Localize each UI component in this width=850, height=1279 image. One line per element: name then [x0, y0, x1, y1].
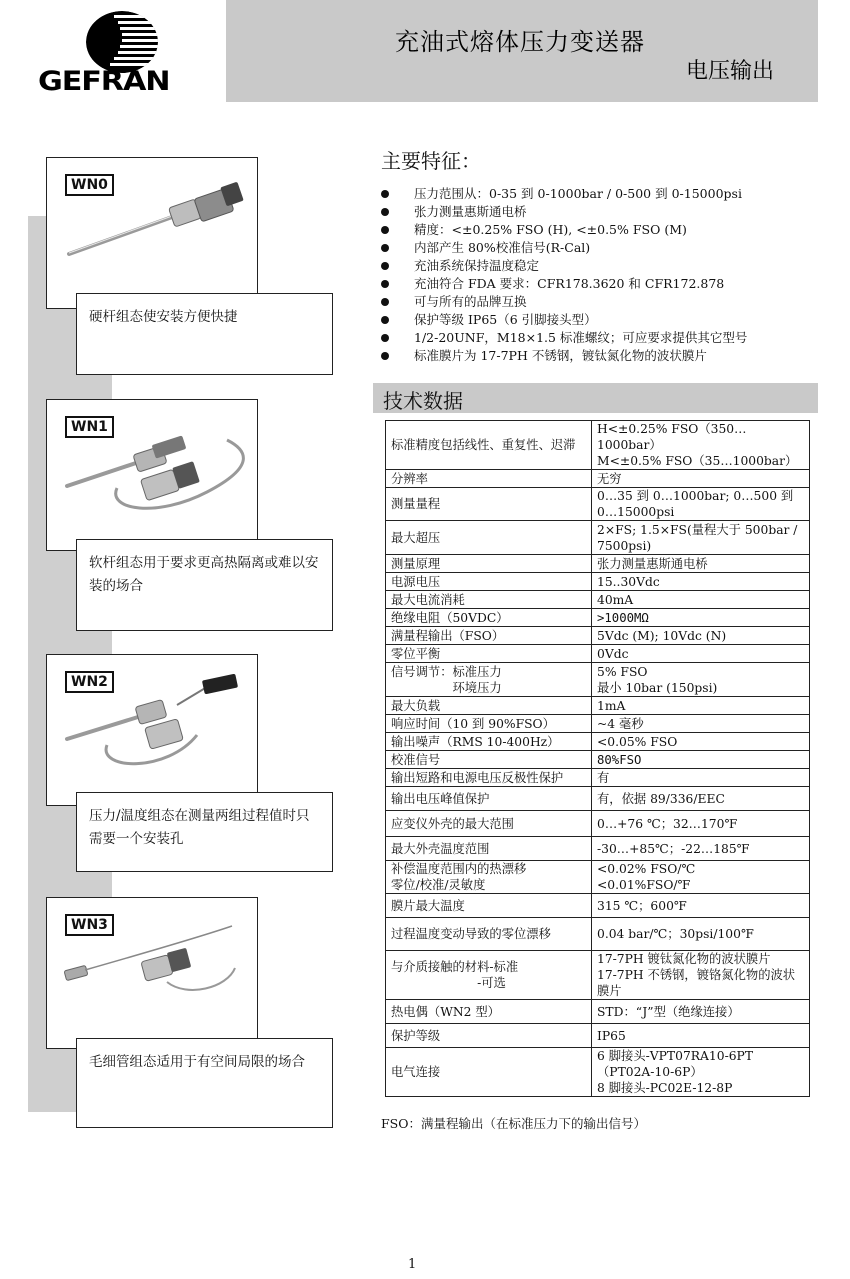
- feature-item: [380, 329, 820, 347]
- spec-label: 输出噪声（RMS 10-400Hz）: [386, 733, 592, 751]
- bullet-icon: [381, 244, 389, 252]
- brand-logo: GEFRAN: [38, 66, 170, 97]
- spec-row: [386, 1000, 810, 1024]
- spec-row: [386, 470, 810, 488]
- feature-text: 保护等级 IP65（6 引脚接头型）: [414, 312, 597, 327]
- spec-label: 绝缘电阻（50VDC）: [386, 609, 592, 627]
- bullet-icon: [381, 262, 389, 270]
- spec-value: 80%FSO: [592, 751, 810, 769]
- model-caption-wn3: 毛细管组态适用于有空间局限的场合: [76, 1038, 333, 1128]
- feature-text: 1/2-20UNF，M18×1.5 标准螺纹；可应要求提供其它型号: [414, 330, 748, 345]
- bullet-icon: [381, 190, 389, 198]
- feature-item: [380, 203, 820, 221]
- model-tag-wn3: WN3: [65, 914, 114, 936]
- spec-value: 15..30Vdc: [592, 573, 810, 591]
- spec-label: 标准精度包括线性、重复性、迟滞: [386, 421, 592, 470]
- spec-label: 测量量程: [386, 488, 592, 521]
- spec-row: [386, 697, 810, 715]
- bullet-icon: [381, 334, 389, 342]
- feature-text: 压力范围从：0-35 到 0-1000bar / 0-500 到 0-15000psi: [414, 186, 742, 201]
- spec-value: 2×FS; 1.5×FS(量程大于 500bar / 7500psi): [592, 521, 810, 555]
- spec-row: [386, 421, 810, 470]
- spec-row: [386, 1048, 810, 1097]
- feature-text: 充油系统保持温度稳定: [414, 258, 540, 273]
- spec-label: 膜片最大温度: [386, 894, 592, 918]
- spec-heading: 技术数据: [383, 389, 463, 413]
- spec-row: [386, 555, 810, 573]
- spec-table: [385, 420, 810, 1097]
- spec-value: 17-7PH 镀钛氮化物的波状膜片 17-7PH 不锈钢，镀铬氮化物的波状膜片: [592, 951, 810, 1000]
- feature-text: 充油符合 FDA 要求：CFR178.3620 和 CFR172.878: [414, 276, 725, 291]
- feature-text: 标准膜片为 17-7PH 不锈钢，镀钛氮化物的波状膜片: [414, 348, 707, 363]
- spec-value: 有，依据 89/336/EEC: [592, 787, 810, 811]
- spec-label: 响应时间（10 到 90%FSO）: [386, 715, 592, 733]
- spec-label: 保护等级: [386, 1024, 592, 1048]
- spec-row: [386, 591, 810, 609]
- spec-value: <0.05% FSO: [592, 733, 810, 751]
- spec-row: [386, 811, 810, 837]
- spec-row: [386, 663, 810, 697]
- model-photo-wn0: [46, 157, 258, 309]
- spec-value: 0…+76 ℃；32…170℉: [592, 811, 810, 837]
- spec-value: 0…35 到 0…1000bar; 0…500 到 0…15000psi: [592, 488, 810, 521]
- spec-label: 信号调节：标准压力 环境压力: [386, 663, 592, 697]
- spec-label: 最大负载: [386, 697, 592, 715]
- feature-item: [380, 221, 820, 239]
- model-caption-wn0: 硬杆组态使安装方便快捷: [76, 293, 333, 375]
- spec-value: 0Vdc: [592, 645, 810, 663]
- document-title: 充油式熔体压力变送器: [395, 28, 645, 56]
- spec-row: [386, 488, 810, 521]
- spec-label: 分辨率: [386, 470, 592, 488]
- model-photo-wn2: [46, 654, 258, 806]
- spec-label: 输出短路和电源电压反极性保护: [386, 769, 592, 787]
- spec-label: 过程温度变动导致的零位漂移: [386, 918, 592, 951]
- model-tag-wn1: WN1: [65, 416, 114, 438]
- spec-row: [386, 861, 810, 894]
- feature-text: 内部产生 80%校准信号(R-Cal): [414, 240, 591, 255]
- spec-row: [386, 715, 810, 733]
- spec-label: 最大电流消耗: [386, 591, 592, 609]
- spec-value: 张力测量惠斯通电桥: [592, 555, 810, 573]
- spec-label: 最大超压: [386, 521, 592, 555]
- spec-label: 应变仪外壳的最大范围: [386, 811, 592, 837]
- spec-row: [386, 769, 810, 787]
- spec-value: 40mA: [592, 591, 810, 609]
- spec-row: [386, 751, 810, 769]
- bullet-icon: [381, 208, 389, 216]
- feature-item: [380, 185, 820, 203]
- spec-label: 输出电压峰值保护: [386, 787, 592, 811]
- spec-label: 零位平衡: [386, 645, 592, 663]
- feature-item: [380, 293, 820, 311]
- model-caption-wn1: 软杆组态用于要求更高热隔离或难以安装的场合: [76, 539, 333, 631]
- spec-value: STD：“J”型（绝缘连接）: [592, 1000, 810, 1024]
- spec-label: 补偿温度范围内的热漂移 零位/校准/灵敏度: [386, 861, 592, 894]
- spec-label: 最大外壳温度范围: [386, 837, 592, 861]
- bullet-icon: [381, 316, 389, 324]
- page-number: 1: [408, 1257, 417, 1272]
- spec-row: [386, 645, 810, 663]
- model-tag-wn0: WN0: [65, 174, 114, 196]
- spec-value: <0.02% FSO/℃ <0.01%FSO/℉: [592, 861, 810, 894]
- spec-value: 有: [592, 769, 810, 787]
- spec-value: 1mA: [592, 697, 810, 715]
- spec-row: [386, 894, 810, 918]
- spec-label: 电气连接: [386, 1048, 592, 1097]
- spec-row: [386, 837, 810, 861]
- document-subtitle: 电压输出: [686, 59, 775, 84]
- spec-value: 5% FSO 最小 10bar (150psi): [592, 663, 810, 697]
- spec-value: -30…+85℃；-22…185℉: [592, 837, 810, 861]
- spec-value: >1000MΩ: [592, 609, 810, 627]
- spec-label: 热电偶（WN2 型）: [386, 1000, 592, 1024]
- spec-row: [386, 573, 810, 591]
- spec-row: [386, 627, 810, 645]
- model-tag-wn2: WN2: [65, 671, 114, 693]
- footnote: FSO：满量程输出（在标准压力下的输出信号）: [381, 1116, 646, 1131]
- feature-item: [380, 311, 820, 329]
- bullet-icon: [381, 280, 389, 288]
- features-list: [380, 185, 820, 365]
- spec-label: 电源电压: [386, 573, 592, 591]
- spec-value: 无穷: [592, 470, 810, 488]
- spec-row: [386, 951, 810, 1000]
- model-photo-wn3: [46, 897, 258, 1049]
- spec-label: 与介质接触的材料-标准 -可选: [386, 951, 592, 1000]
- spec-row: [386, 787, 810, 811]
- feature-text: 张力测量惠斯通电桥: [414, 204, 527, 219]
- spec-label: 测量原理: [386, 555, 592, 573]
- bullet-icon: [381, 298, 389, 306]
- spec-value: IP65: [592, 1024, 810, 1048]
- bullet-icon: [381, 226, 389, 234]
- spec-row: [386, 609, 810, 627]
- spec-value: ~4 毫秒: [592, 715, 810, 733]
- feature-item: [380, 347, 820, 365]
- feature-item: [380, 239, 820, 257]
- spec-value: H<±0.25% FSO（350…1000bar） M<±0.5% FSO（35…1000bar）: [592, 421, 810, 470]
- spec-value: 315 ℃；600℉: [592, 894, 810, 918]
- model-caption-wn2: 压力/温度组态在测量两组过程值时只需要一个安装孔: [76, 792, 333, 872]
- feature-item: [380, 275, 820, 293]
- spec-row: [386, 521, 810, 555]
- spec-label: 校准信号: [386, 751, 592, 769]
- feature-item: [380, 257, 820, 275]
- spec-value: 6 脚接头-VPT07RA10-6PT（PT02A-10-6P） 8 脚接头-PC02E-12-8P: [592, 1048, 810, 1097]
- model-photo-wn1: [46, 399, 258, 551]
- spec-value: 0.04 bar/℃；30psi/100℉: [592, 918, 810, 951]
- feature-text: 精度：<±0.25% FSO (H), <±0.5% FSO (M): [414, 222, 687, 237]
- spec-value: 5Vdc (M); 10Vdc (N): [592, 627, 810, 645]
- spec-label: 满量程输出（FSO）: [386, 627, 592, 645]
- feature-text: 可与所有的品牌互换: [414, 294, 527, 309]
- spec-row: [386, 733, 810, 751]
- spec-row: [386, 1024, 810, 1048]
- features-heading: 主要特征：: [381, 149, 481, 173]
- bullet-icon: [381, 352, 389, 360]
- spec-row: [386, 918, 810, 951]
